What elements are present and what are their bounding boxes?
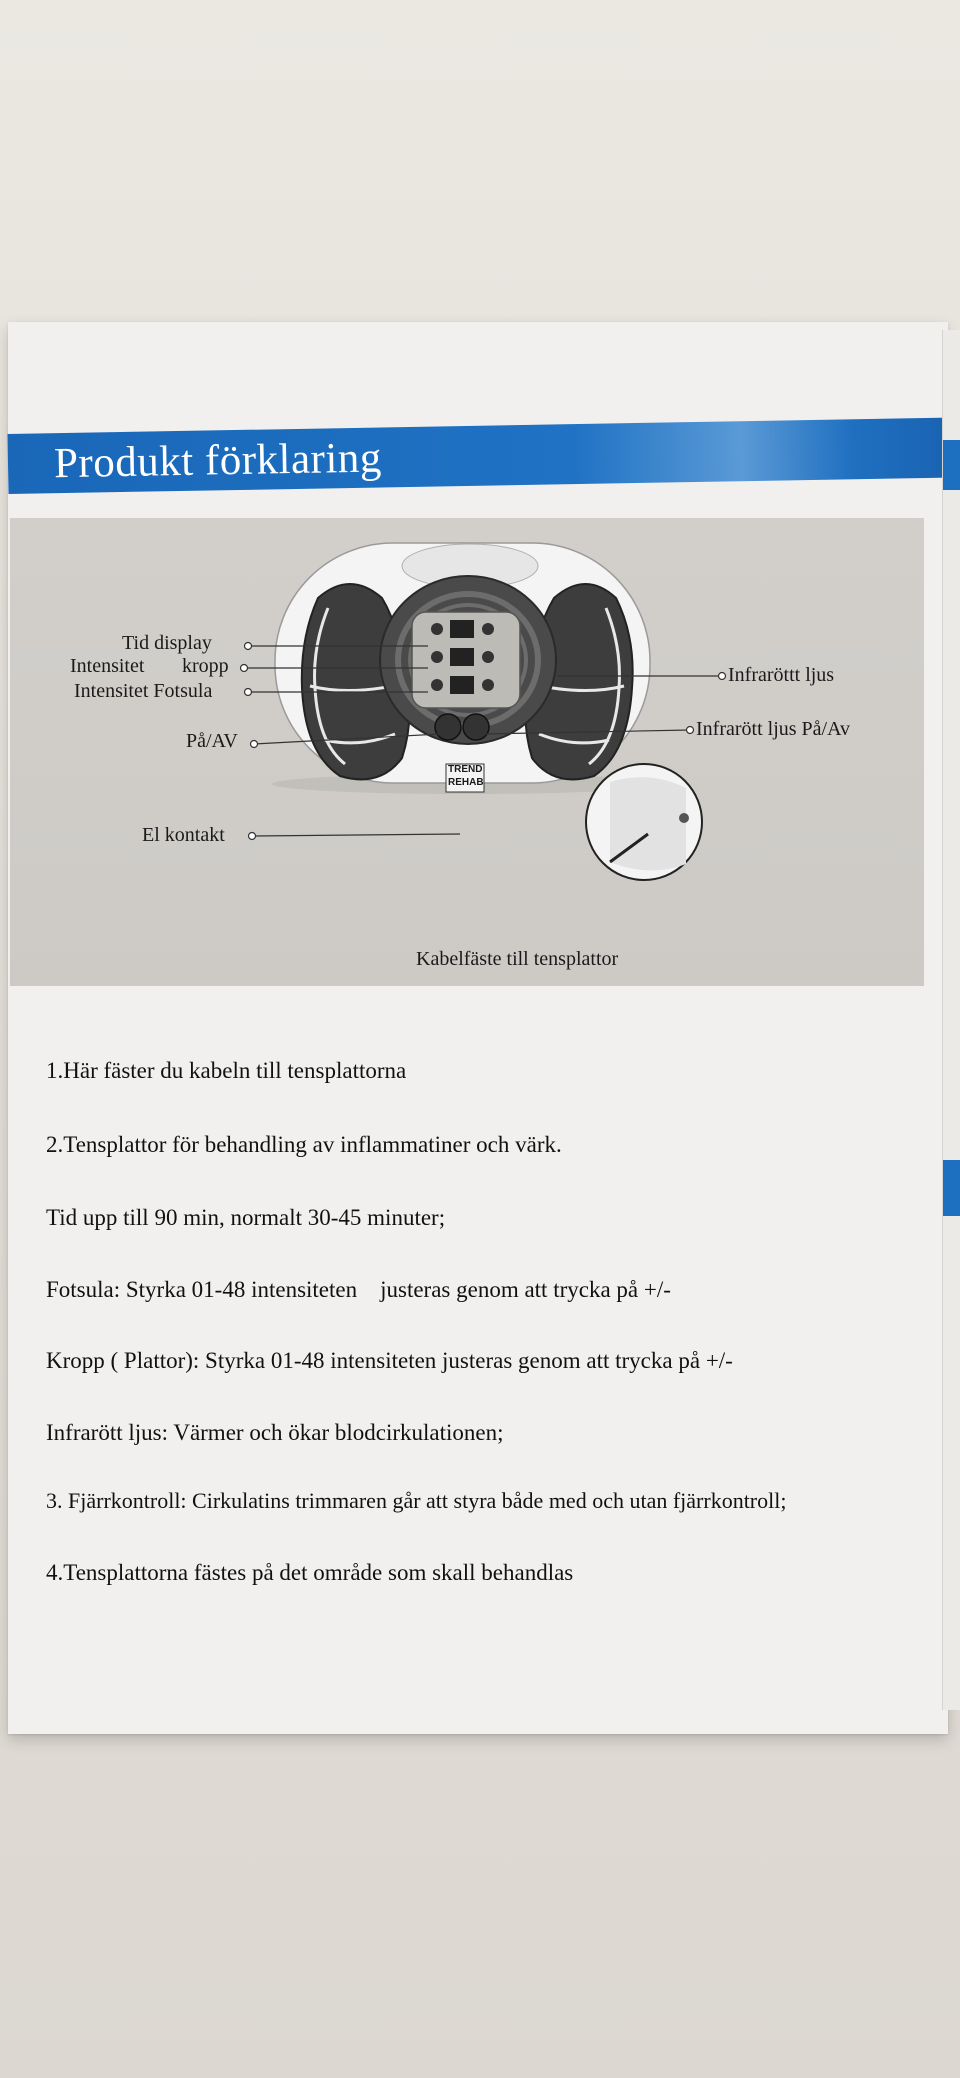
label-el-kontakt: El kontakt [142, 824, 225, 846]
text-line-3: Tid upp till 90 min, normalt 30-45 minuter; [46, 1205, 446, 1230]
brand-line1: TREND [448, 764, 483, 775]
foot-massager-illustration [10, 518, 924, 986]
title-banner [7, 418, 948, 494]
label-tid-display: Tid display [122, 632, 212, 654]
label-infrarott-ljus-pa-av: Infrarött ljus På/Av [696, 718, 851, 740]
label-pa-av: På/AV [186, 730, 238, 752]
text-line-5: Kropp ( Plattor): Styrka 01-48 intensiteten justeras genom att trycka på +/- [46, 1348, 733, 1373]
brand-line2: REHAB [448, 777, 484, 788]
page-title: Produkt förklaring [53, 434, 383, 488]
label-infrarott-ljus: Infraröttt ljus [728, 664, 835, 686]
text-line-2: 2.Tensplattor för behandling av inflammatiner och värk. [46, 1132, 562, 1157]
text-line-6: Infrarött ljus: Värmer och ökar blodcirkulationen; [46, 1420, 504, 1445]
next-page-band [943, 440, 960, 490]
product-diagram [10, 518, 924, 986]
instruction-sheet [8, 322, 948, 1734]
text-line-7: 3. Fjärrkontroll: Cirkulatins trimmaren går att styra både med och utan fjärrkontroll; [46, 1488, 787, 1513]
label-intensitet-kropp-b: kropp [182, 655, 229, 677]
label-kabelfaste: Kabelfäste till tensplattor [416, 948, 619, 970]
text-line-4: Fotsula: Styrka 01-48 intensiteten justeras genom att trycka på +/- [46, 1277, 671, 1302]
text-line-8: 4.Tensplattorna fästes på det område som skall behandlas [46, 1560, 574, 1585]
next-page-edge [942, 330, 960, 1710]
text-line-1: 1.Här fäster du kabeln till tensplattorna [46, 1058, 407, 1083]
label-intensitet-fotsula: Intensitet Fotsula [74, 680, 213, 702]
label-intensitet-kropp-a: Intensitet [70, 655, 145, 677]
next-page-band-lower [943, 1160, 960, 1216]
